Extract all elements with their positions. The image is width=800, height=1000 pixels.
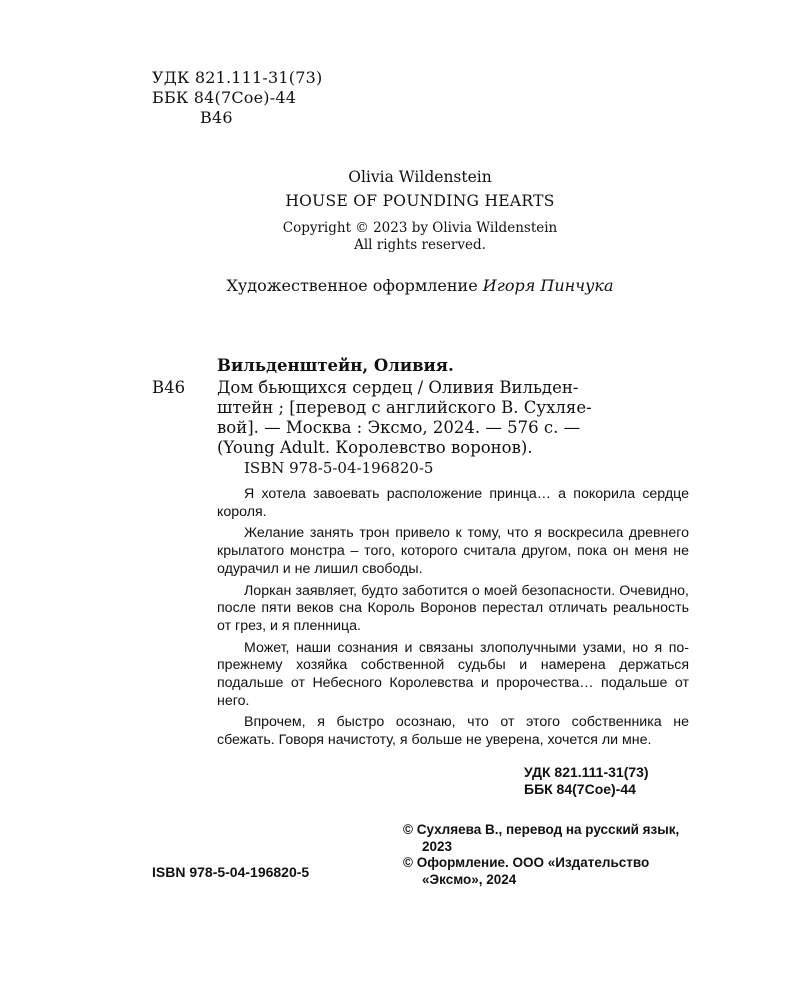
- design-credit: [0, 276, 800, 295]
- author-mark: В46: [200, 108, 233, 127]
- catalog-heading: Вильденштейн, Оливия.: [217, 356, 454, 375]
- rights-line: All rights reserved.: [354, 237, 486, 253]
- annotation-paragraph: Лоркан заявляет, будто заботится о моей безопасности. Очевидно, после пяти веков сна Король Воронов перестал отличать реальность от грез, и я пленница.: [217, 582, 689, 634]
- catalog-line: вой]. — Москва : Эксмо, 2024. — 576 с. —: [217, 418, 581, 437]
- design-artist: Игоря Пинчука: [482, 276, 614, 295]
- copyright-notice: [0, 220, 800, 254]
- annotation-paragraph: Я хотела завоевать расположение принца… а покорила сердце короля.: [217, 486, 689, 520]
- original-title: HOUSE OF POUNDING HEARTS: [285, 192, 555, 210]
- catalog-line: (Young Adult. Королевство воронов).: [217, 438, 533, 457]
- bottom-bbk: ББК 84(7Сое)-44: [524, 781, 636, 797]
- original-author: Olivia Wildenstein: [348, 168, 492, 186]
- bbk-code: ББК 84(7Сое)-44: [152, 88, 297, 107]
- catalog-isbn: ISBN 978-5-04-196820-5: [244, 459, 434, 477]
- annotation-paragraph: Впрочем, я быстро осознаю, что от этого собственника не сбежать. Говоря начистоту, я больше не уверена, хочется ли мне.: [217, 714, 689, 749]
- classification-codes: [152, 68, 322, 128]
- bottom-udk: УДК 821.111-31(73): [524, 764, 649, 780]
- design-copyright: © Оформление. ООО «Издательство «Эксмо», 2024: [403, 855, 650, 887]
- udk-code: УДК 821.111-31(73): [152, 68, 323, 87]
- annotation-paragraph: Может, наши сознания и связаны злополучными узами, но я по-прежнему хозяйка собственной судьбы и намерена держаться подальше от Небесного Королевства и пророчества… подальше от него.: [217, 639, 689, 709]
- bottom-isbn: ISBN 978-5-04-196820-5: [152, 864, 310, 880]
- design-credit-prefix: Художественное оформление: [226, 276, 483, 295]
- catalog-description: [217, 378, 693, 458]
- annotation-paragraph: Желание занять трон привело к тому, что я воскресила древнего крылатого монстра – того, которого считала другом, пока он меня не одурачил и не лишил свободы.: [217, 525, 689, 577]
- catalog-line: Дом бьющихся сердец / Оливия Вильден-: [217, 378, 579, 397]
- catalog-line: штейн ; [перевод с английского В. Сухляе-: [217, 398, 592, 417]
- copyright-line: Copyright © 2023 by Olivia Wildenstein: [282, 220, 558, 236]
- catalog-author-mark: В46: [152, 378, 186, 397]
- annotation: [217, 486, 689, 754]
- bottom-classification: [524, 764, 649, 798]
- credits: [403, 822, 703, 888]
- translation-credit: © Сухляева В., перевод на русский язык, 2023: [403, 822, 680, 854]
